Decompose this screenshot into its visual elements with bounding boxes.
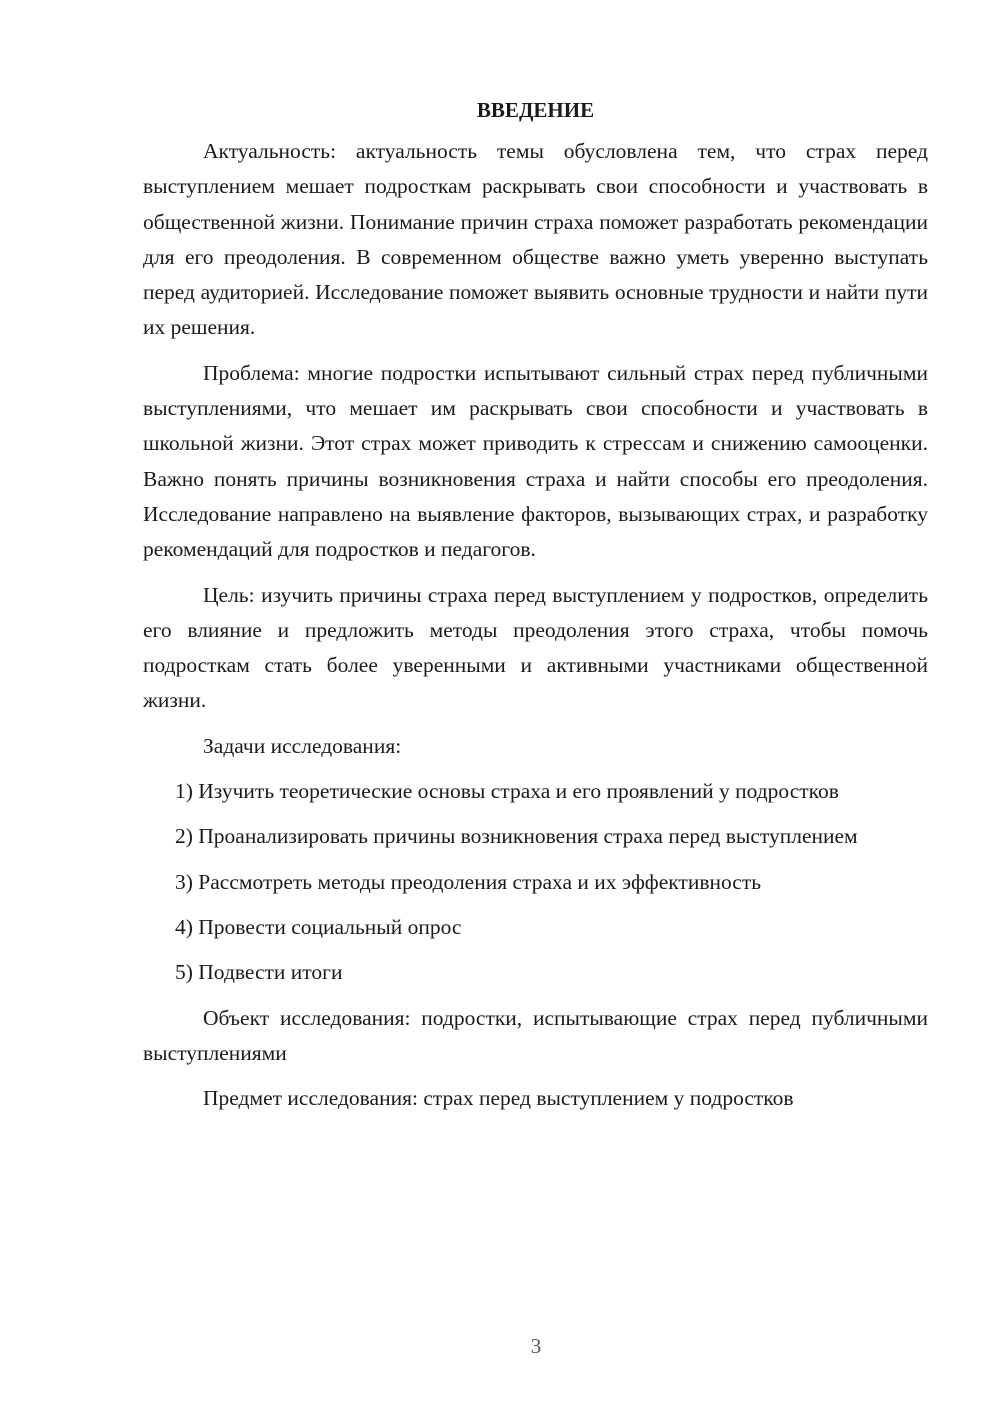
page-title: ВВЕДЕНИЕ [476,98,595,122]
task-item-2: 2) Проанализировать причины возникновения страха перед выступлением [175,824,858,849]
document-page [143,96,928,1126]
page-number: 3 [530,1334,542,1358]
object-paragraph: Объект исследования: подростки, испытывающие страх перед публичными выступлениями [143,1005,928,1065]
problem-paragraph: Проблема: многие подростки испытывают сильный страх перед публичными выступлениями, что мешает им раскрывать свои способности и участвовать в школьной жизни. Этот страх может приводить к стрессам и снижению самооценки. Важно понять причины возникновения страха и найти способы его преодоления. Исследование направлено на выявление факторов, вызывающих страх, и разработку рекомендаций для подростков и педагогов. [143,360,928,562]
relevance-paragraph: Актуальность: актуальность темы обусловлена тем, что страх перед выступлением мешает подросткам раскрывать свои способности и участвовать в общественной жизни. Понимание причин страха поможет разработать рекомендации для его преодоления. В современном обществе важно уметь уверенно выступать перед аудиторией. Исследование поможет выявить основные трудности и найти пути их решения. [143,139,928,340]
subject-paragraph: Предмет исследования: страх перед выступлением у подростков [203,1086,794,1111]
tasks-heading: Задачи исследования: [203,733,402,758]
task-item-3: 3) Рассмотреть методы преодоления страха и их эффективность [175,869,762,894]
task-item-4: 4) Провести социальный опрос [175,914,462,939]
goal-paragraph: Цель: изучить причины страха перед выступлением у подростков, определить его влияние и предложить методы преодоления этого страха, чтобы помочь подросткам стать более уверенными и активными участниками общественной жизни. [143,582,928,713]
task-item-5: 5) Подвести итоги [175,960,343,985]
task-item-1: 1) Изучить теоретические основы страха и его проявлений у подростков [175,779,839,804]
